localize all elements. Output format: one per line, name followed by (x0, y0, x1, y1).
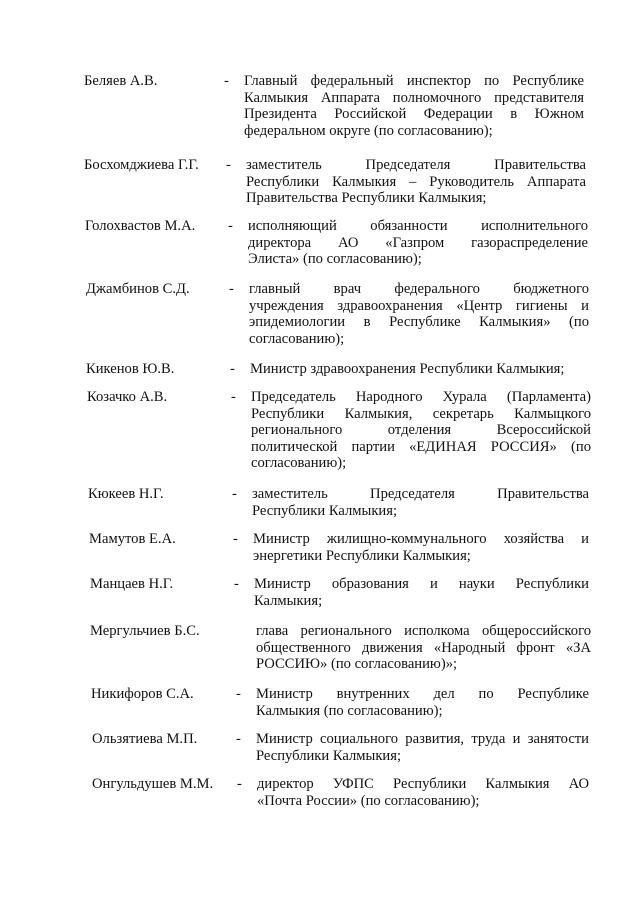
position-description: Министр жилищно-коммунального хозяйства и энергетики Республики Калмыкия; (253, 531, 589, 564)
separator-dash: - (236, 731, 241, 747)
person-name: Манцаев Н.Г. (90, 576, 174, 592)
separator-dash: - (236, 686, 241, 702)
position-description: глава регионального исполкома общероссийского общественного движения «Народный фронт «ЗА РОССИЮ» (по согласованию)»; (256, 623, 591, 673)
separator-dash: - (228, 218, 233, 234)
separator-dash: - (229, 281, 234, 297)
person-name: Кюкеев Н.Г. (88, 486, 164, 502)
person-name: Мергульчиев Б.С. (90, 623, 200, 639)
separator-dash: - (230, 361, 235, 377)
person-name: Беляев А.В. (84, 73, 158, 89)
person-name: Мамутов Е.А. (89, 531, 176, 547)
separator-dash: - (232, 486, 237, 502)
separator-dash: - (226, 157, 231, 173)
position-description: Главный федеральный инспектор по Республике Калмыкия Аппарата полномочного представителя Президента Российской Федерации в Южном федеральном округе (по согласованию); (244, 73, 584, 139)
person-name: Никифоров С.А. (91, 686, 194, 702)
person-name: Ользятиева М.П. (92, 731, 198, 747)
separator-dash: - (231, 389, 236, 405)
position-description: Председатель Народного Хурала (Парламента) Республики Калмыкия, секретарь Калмыцкого регионального отделения Всероссийской политической партии «ЕДИНАЯ РОССИЯ» (по согласованию); (251, 389, 591, 472)
person-name: Козачко А.В. (87, 389, 168, 405)
separator-dash: - (234, 576, 239, 592)
position-description: Министр здравоохранения Республики Калмыкия; (250, 361, 565, 377)
position-description: Министр образования и науки Республики Калмыкия; (254, 576, 589, 609)
separator-dash: - (224, 73, 229, 89)
person-name: Кикенов Ю.В. (86, 361, 175, 377)
person-name: Джамбинов С.Д. (86, 281, 190, 297)
position-description: директор УФПС Республики Калмыкия АО «Почта России» (по согласованию); (257, 776, 589, 809)
position-description: Министр внутренних дел по Республике Калмыкия (по согласованию); (256, 686, 589, 719)
position-description: исполняющий обязанности исполнительного директора АО «Газпром газораспределение Элиста» (по согласованию); (248, 218, 588, 268)
separator-dash: - (237, 776, 242, 792)
position-description: Министр социального развития, труда и занятости Республики Калмыкия; (256, 731, 589, 764)
separator-dash: - (233, 531, 238, 547)
person-name: Голохвастов М.А. (85, 218, 196, 234)
position-description: заместитель Председателя Правительства Республики Калмыкия – Руководитель Аппарата Правительства Республики Калмыкия; (246, 157, 586, 207)
position-description: главный врач федерального бюджетного учреждения здравоохранения «Центр гигиены и эпидемиологии в Республике Калмыкия» (по согласованию); (249, 281, 589, 347)
person-name: Босхомджиева Г.Г. (84, 157, 199, 173)
position-description: заместитель Председателя Правительства Республики Калмыкия; (252, 486, 589, 519)
person-name: Онгульдушев М.М. (92, 776, 214, 792)
